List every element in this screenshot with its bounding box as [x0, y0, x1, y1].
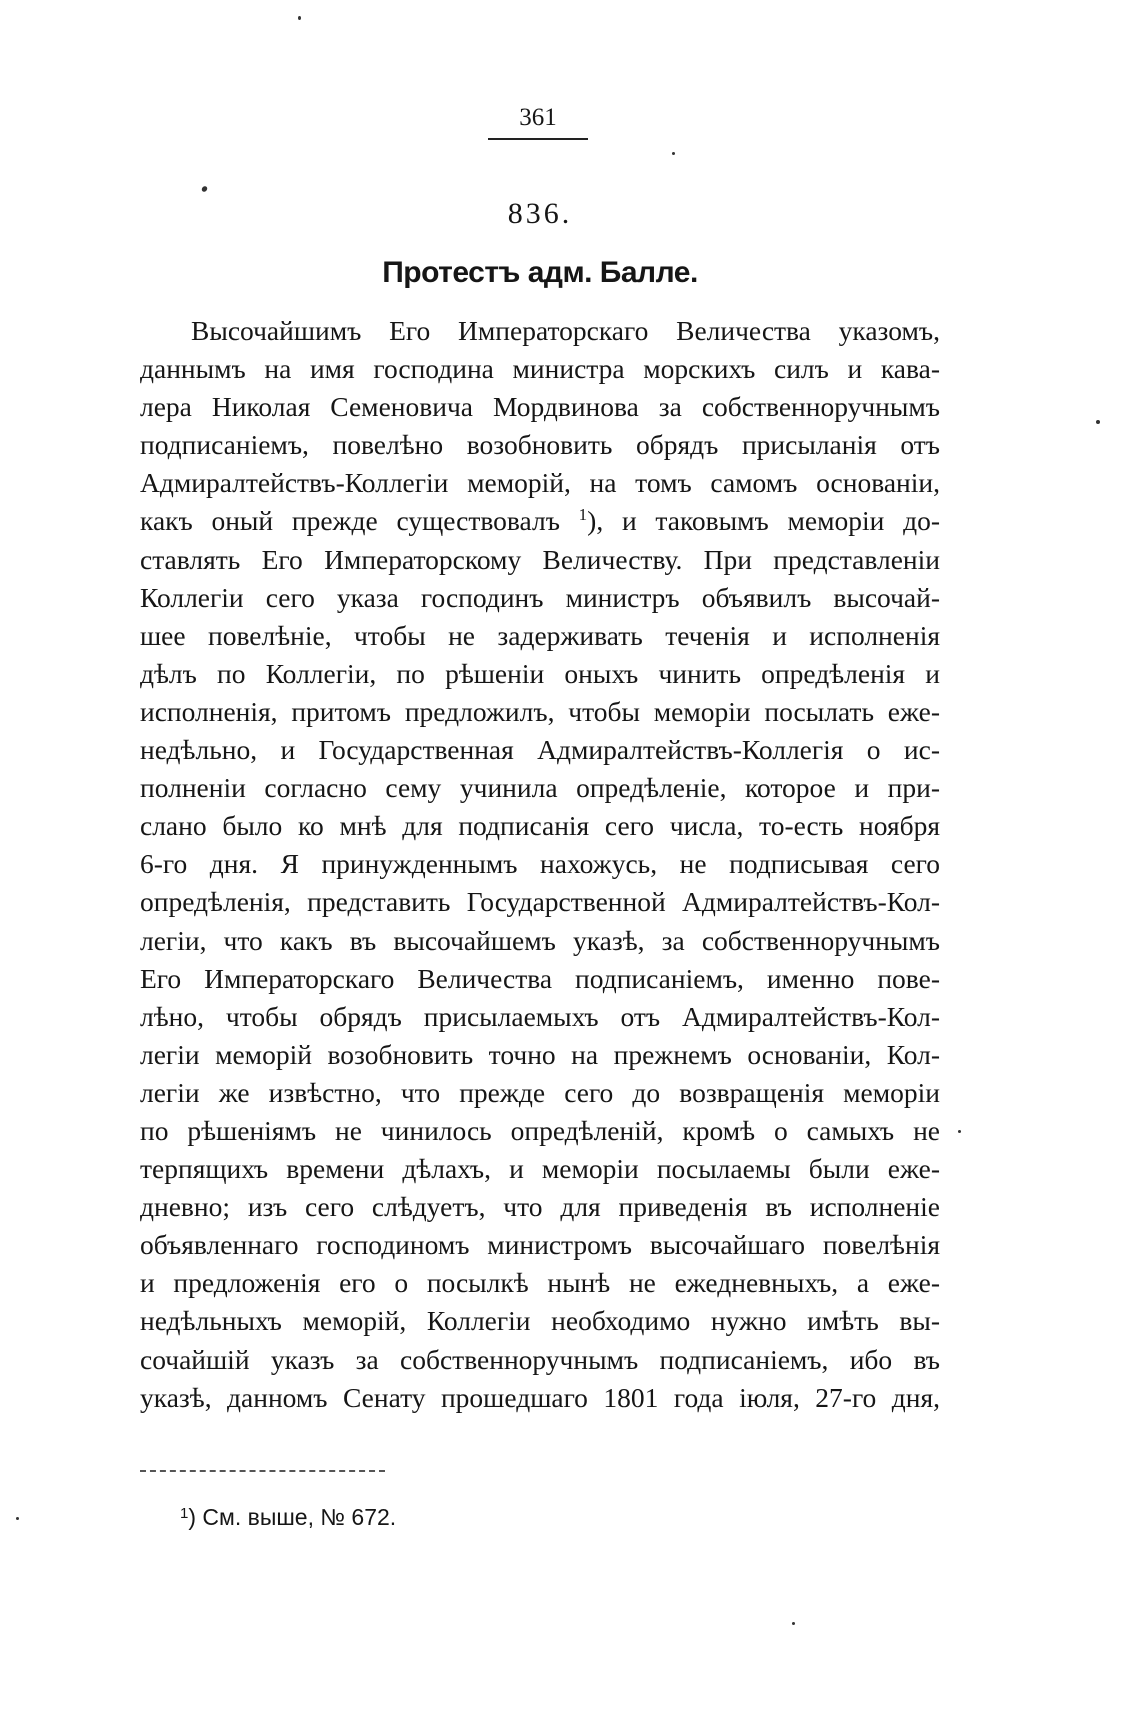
body-line-with-footnote-ref: [140, 502, 940, 540]
document-number: 836.: [507, 197, 573, 230]
page-number-rule: [488, 138, 588, 140]
body-line: подписаніемъ, повелѣно возобновить обрядъ присыланія отъ: [140, 429, 940, 461]
body-line: указѣ, данномъ Сенату прошедшаго 1801 года іюля, 27-го дня,: [140, 1381, 940, 1413]
body-line: даннымъ на имя господина министра морскихъ силъ и кава-: [140, 353, 940, 385]
body-line: терпящихъ времени дѣлахъ, и меморіи посылаемы были еже-: [140, 1153, 940, 1185]
scan-speck: [1096, 420, 1100, 424]
body-line: полненіи согласно сему учинила опредѣленіе, которое и при-: [140, 772, 940, 804]
body-line: лера Николая Семеновича Мордвинова за собственноручнымъ: [140, 391, 940, 423]
body-line: Коллегіи сего указа господинъ министръ объявилъ высочай-: [140, 581, 940, 613]
body-line: исполненія, притомъ предложилъ, чтобы меморіи посылать еже-: [140, 695, 940, 727]
body-line-text-continued: ), и таковымъ меморіи до-: [587, 505, 940, 537]
body-line: 6-го дня. Я принужденнымъ нахожусь, не подписывая сего: [140, 848, 940, 880]
footnote-separator: [140, 1470, 385, 1472]
body-line: Высочайшимъ Его Императорскаго Величества указомъ,: [191, 315, 940, 346]
body-line: по рѣшеніямъ не чинилось опредѣленій, кромѣ о самыхъ не: [140, 1114, 940, 1146]
body-line: дневно; изъ сего слѣдуетъ, что для приведенія въ исполненіе: [140, 1191, 940, 1223]
body-line: недѣльныхъ меморій, Коллегіи необходимо нужно имѣть вы-: [140, 1305, 940, 1337]
document-title: Протестъ адм. Балле.: [382, 256, 698, 289]
page-number: 361: [519, 104, 557, 131]
body-line: объявленнаго господиномъ министромъ высочайшаго повелѣнія: [140, 1229, 940, 1261]
scan-speck: [672, 152, 675, 155]
body-text: [140, 312, 940, 1417]
scan-speck: [298, 16, 301, 20]
footnote: [180, 1503, 396, 1531]
body-line: сочайшій указъ за собственноручнымъ подписаніемъ, ибо въ: [140, 1343, 940, 1375]
body-line: Адмиралтействъ-Коллегіи меморій, на томъ самомъ основаніи,: [140, 467, 940, 499]
footnote-text: ) См. выше, № 672.: [188, 1504, 397, 1530]
body-line: недѣльно, и Государственная Адмиралтействъ-Коллегія о ис-: [140, 734, 940, 766]
body-line: дѣлъ по Коллегіи, по рѣшеніи оныхъ чинить опредѣленія и: [140, 657, 940, 689]
body-line-text: какъ оный прежде существовалъ: [140, 505, 560, 537]
body-line: шее повелѣніе, чтобы не задерживать теченія и исполненія: [140, 619, 940, 651]
scan-speck: [792, 1622, 795, 1625]
scan-speck: [201, 185, 209, 193]
body-line: Его Императорскаго Величества подписаніемъ, именно пове-: [140, 962, 940, 994]
body-line: легіи, что какъ въ высочайшемъ указѣ, за собственноручнымъ: [140, 924, 940, 956]
scan-speck: [16, 1517, 19, 1520]
footnote-mark: 1: [180, 1505, 189, 1522]
footnote-reference: 1: [578, 505, 588, 525]
body-line: лѣно, чтобы обрядъ присылаемыхъ отъ Адмиралтействъ-Кол-: [140, 1000, 940, 1032]
body-line: опредѣленія, представить Государственной Адмиралтействъ-Кол-: [140, 886, 940, 918]
body-line: легіи же извѣстно, что прежде сего до возвращенія меморіи: [140, 1076, 940, 1108]
body-line: и предложенія его о посылкѣ нынѣ не ежедневныхъ, а еже-: [140, 1267, 940, 1299]
body-line: ставлять Его Императорскому Величеству. При представленіи: [140, 543, 940, 575]
body-line: слано было ко мнѣ для подписанія сего числа, то-есть ноября: [140, 810, 940, 842]
scan-speck: [958, 1130, 961, 1133]
body-line: легіи меморій возобновить точно на прежнемъ основаніи, Кол-: [140, 1038, 940, 1070]
